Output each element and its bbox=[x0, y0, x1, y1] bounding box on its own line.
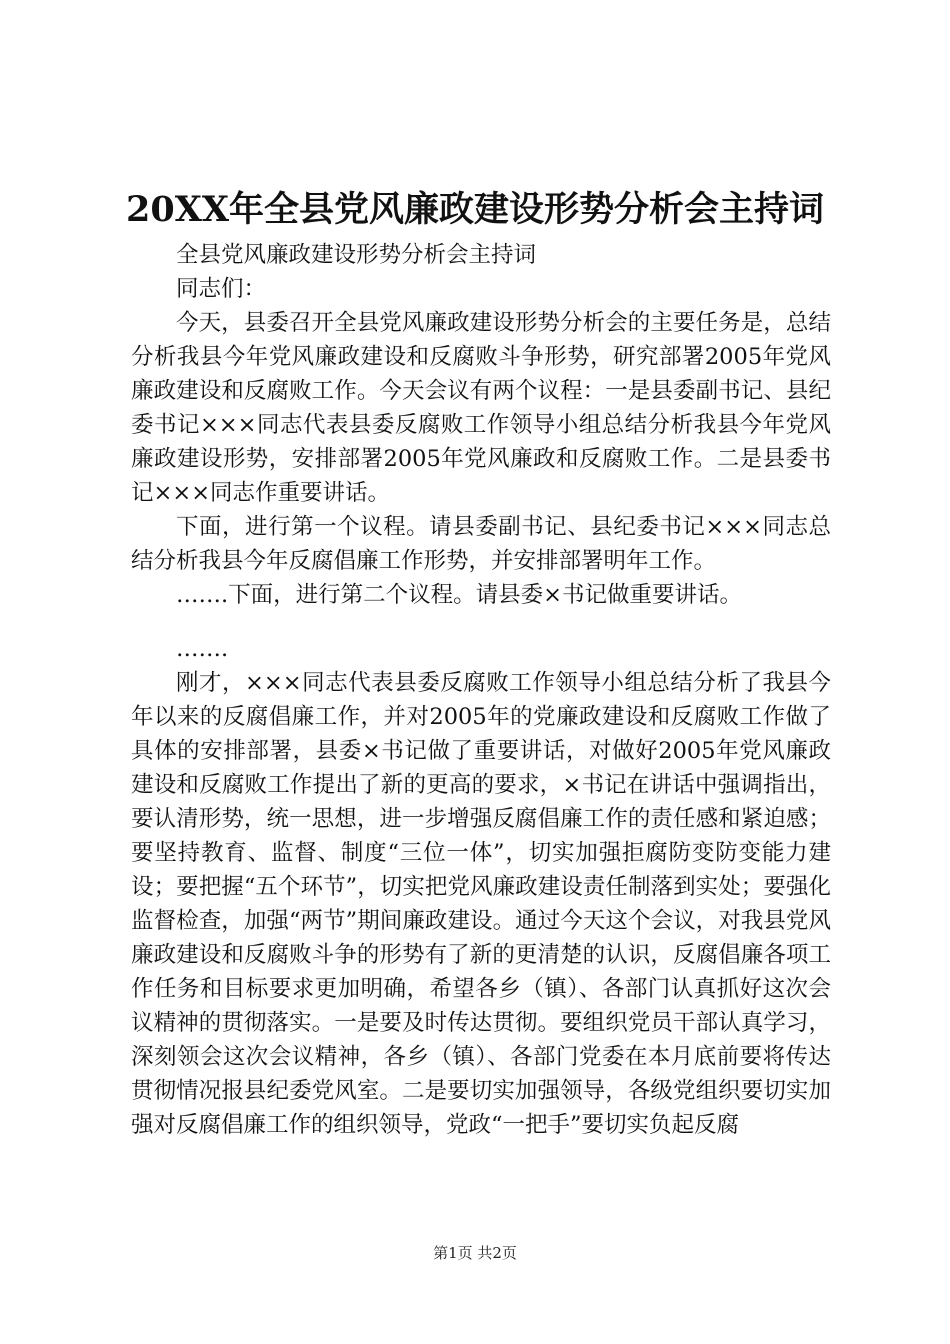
paragraph-agenda-one: 下面，进行第一个议程。请县委副书记、县纪委书记×××同志总结分析我县今年反腐倡廉工作形势，并安排部署明年工作。 bbox=[131, 514, 831, 574]
paragraph-agenda-two: …….下面，进行第二个议程。请县委×书记做重要讲话。 bbox=[176, 582, 743, 608]
paragraph-ellipsis: ……. bbox=[176, 636, 229, 662]
document-body bbox=[131, 238, 831, 1142]
paragraph-opening: 今天，县委召开全县党风廉政建设形势分析会的主要任务是，总结分析我县今年党风廉政建设和反腐败斗争形势，研究部署2005年党风廉政建设和反腐败工作。今天会议有两个议程：一是县委副书记、县纪委书记×××同志代表县委反腐败工作领导小组总结分析我县今年党风廉政建设形势，安排部署2005年党风廉政和反腐败工作。二是县委书记×××同志作重要讲话。 bbox=[131, 310, 831, 506]
paragraph-heading: 全县党风廉政建设形势分析会主持词 bbox=[176, 242, 537, 268]
document-title: 20XX年全县党风廉政建设形势分析会主持词 bbox=[125, 189, 825, 230]
paragraph-salutation: 同志们： bbox=[176, 276, 267, 302]
paragraph-summary: 刚才，×××同志代表县委反腐败工作领导小组总结分析了我县今年以来的反腐倡廉工作，并对2005年的党廉政建设和反腐败工作做了具体的安排部署，县委×书记做了重要讲话，对做好2005年党风廉政建设和反腐败工作提出了新的更高的要求，×书记在讲话中强调指出，要认清形势，统一思想，进一步增强反腐倡廉工作的责任感和紧迫感；要坚持教育、监督、制度“三位一体”，切实加强拒腐防变防变能力建设；要把握“五个环节”，切实把党风廉政建设责任制落到实处；要强化监督检查，加强“两节”期间廉政建设。通过今天这个会议，对我县党风廉政建设和反腐败斗争的形势有了新的更清楚的认识，反腐倡廉各项工作任务和目标要求更加明确，希望各乡（镇）、各部门认真抓好这次会议精神的贯彻落实。一是要及时传达贯彻。要组织党员干部认真学习，深刻领会这次会议精神，各乡（镇）、各部门党委在本月底前要将传达贯彻情况报县纪委党风室。二是要切实加强领导，各级党组织要切实加强对反腐倡廉工作的组织领导，党政“一把手”要切实负起反腐 bbox=[131, 670, 831, 1138]
page-footer: 第1页 共2页 bbox=[433, 1244, 517, 1262]
